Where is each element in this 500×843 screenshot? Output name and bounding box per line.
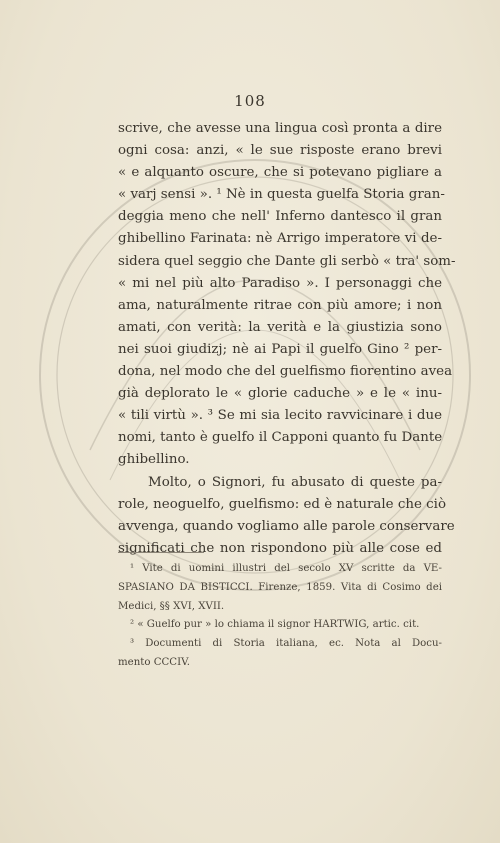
footnote-line: mento CCCIV. bbox=[118, 656, 190, 668]
page-number: 108 bbox=[234, 92, 266, 110]
text-line: role, neoguelfo, guelfismo: ed è naturale che ciò bbox=[118, 496, 447, 512]
text-line: sidera quel seggio che Dante gli serbò « tra' som- bbox=[118, 253, 456, 269]
text-line: Molto, o Signori, fu abusato di queste pa- bbox=[148, 474, 442, 490]
text-line: già deplorato le « glorie caduche » e le « inu- bbox=[118, 386, 442, 402]
footnote-line: ¹ Vite di uomini illustri del secolo XV scritte da VE- bbox=[130, 563, 442, 574]
text-line: ogni cosa: anzi, « le sue risposte erano brevi bbox=[118, 143, 442, 159]
text-line: significati che non rispondono più alle cose ed bbox=[118, 540, 442, 556]
text-line: deggia meno che nell' Inferno dantesco il gran bbox=[118, 209, 442, 225]
text-line: amati, con verità: la verità e la giustizia sono bbox=[118, 319, 442, 335]
footnote-line: ² « Guelfo pur » lo chiama il signor HARTWIG, artic. cit. bbox=[130, 619, 420, 631]
text-line: avvenga, quando vogliamo alle parole conservare bbox=[118, 518, 455, 534]
text-line: « mi nel più alto Paradiso ». I personaggi che bbox=[118, 275, 442, 291]
text-line: nei suoi giudizj; nè ai Papi il guelfo Gino ² per- bbox=[118, 341, 442, 357]
footnote-separator bbox=[118, 552, 204, 553]
footnote-line: Medici, §§ XVI, XVII. bbox=[118, 600, 225, 612]
text-line: « varj sensi ». ¹ Nè in questa guelfa Storia gran- bbox=[118, 187, 445, 203]
text-line: « e alquanto oscure, che si potevano pigliare a bbox=[118, 165, 442, 181]
main-text bbox=[118, 118, 456, 560]
footnote-line: SPASIANO DA BISTICCI. Firenze, 1859. Vita di Cosimo dei bbox=[118, 581, 442, 593]
text-line: ghibellino Farinata: nè Arrigo imperatore vi de- bbox=[118, 231, 442, 247]
footnotes bbox=[118, 560, 442, 673]
text-line: dona, nel modo che del guelfismo fiorentino avea bbox=[118, 364, 453, 380]
text-line: ghibellino. bbox=[118, 452, 190, 468]
text-line: ama, naturalmente ritrae con più amore; i non bbox=[118, 297, 442, 313]
text-line: scrive, che avesse una lingua così pronta a dire bbox=[118, 121, 442, 136]
text-line: « tili virtù ». ³ Se mi sia lecito ravvicinare i due bbox=[118, 408, 442, 424]
footnote-line: ³ Documenti di Storia italiana, ec. Nota al Docu- bbox=[130, 638, 442, 650]
text-line: nomi, tanto è guelfo il Capponi quanto fu Dante bbox=[118, 430, 443, 446]
